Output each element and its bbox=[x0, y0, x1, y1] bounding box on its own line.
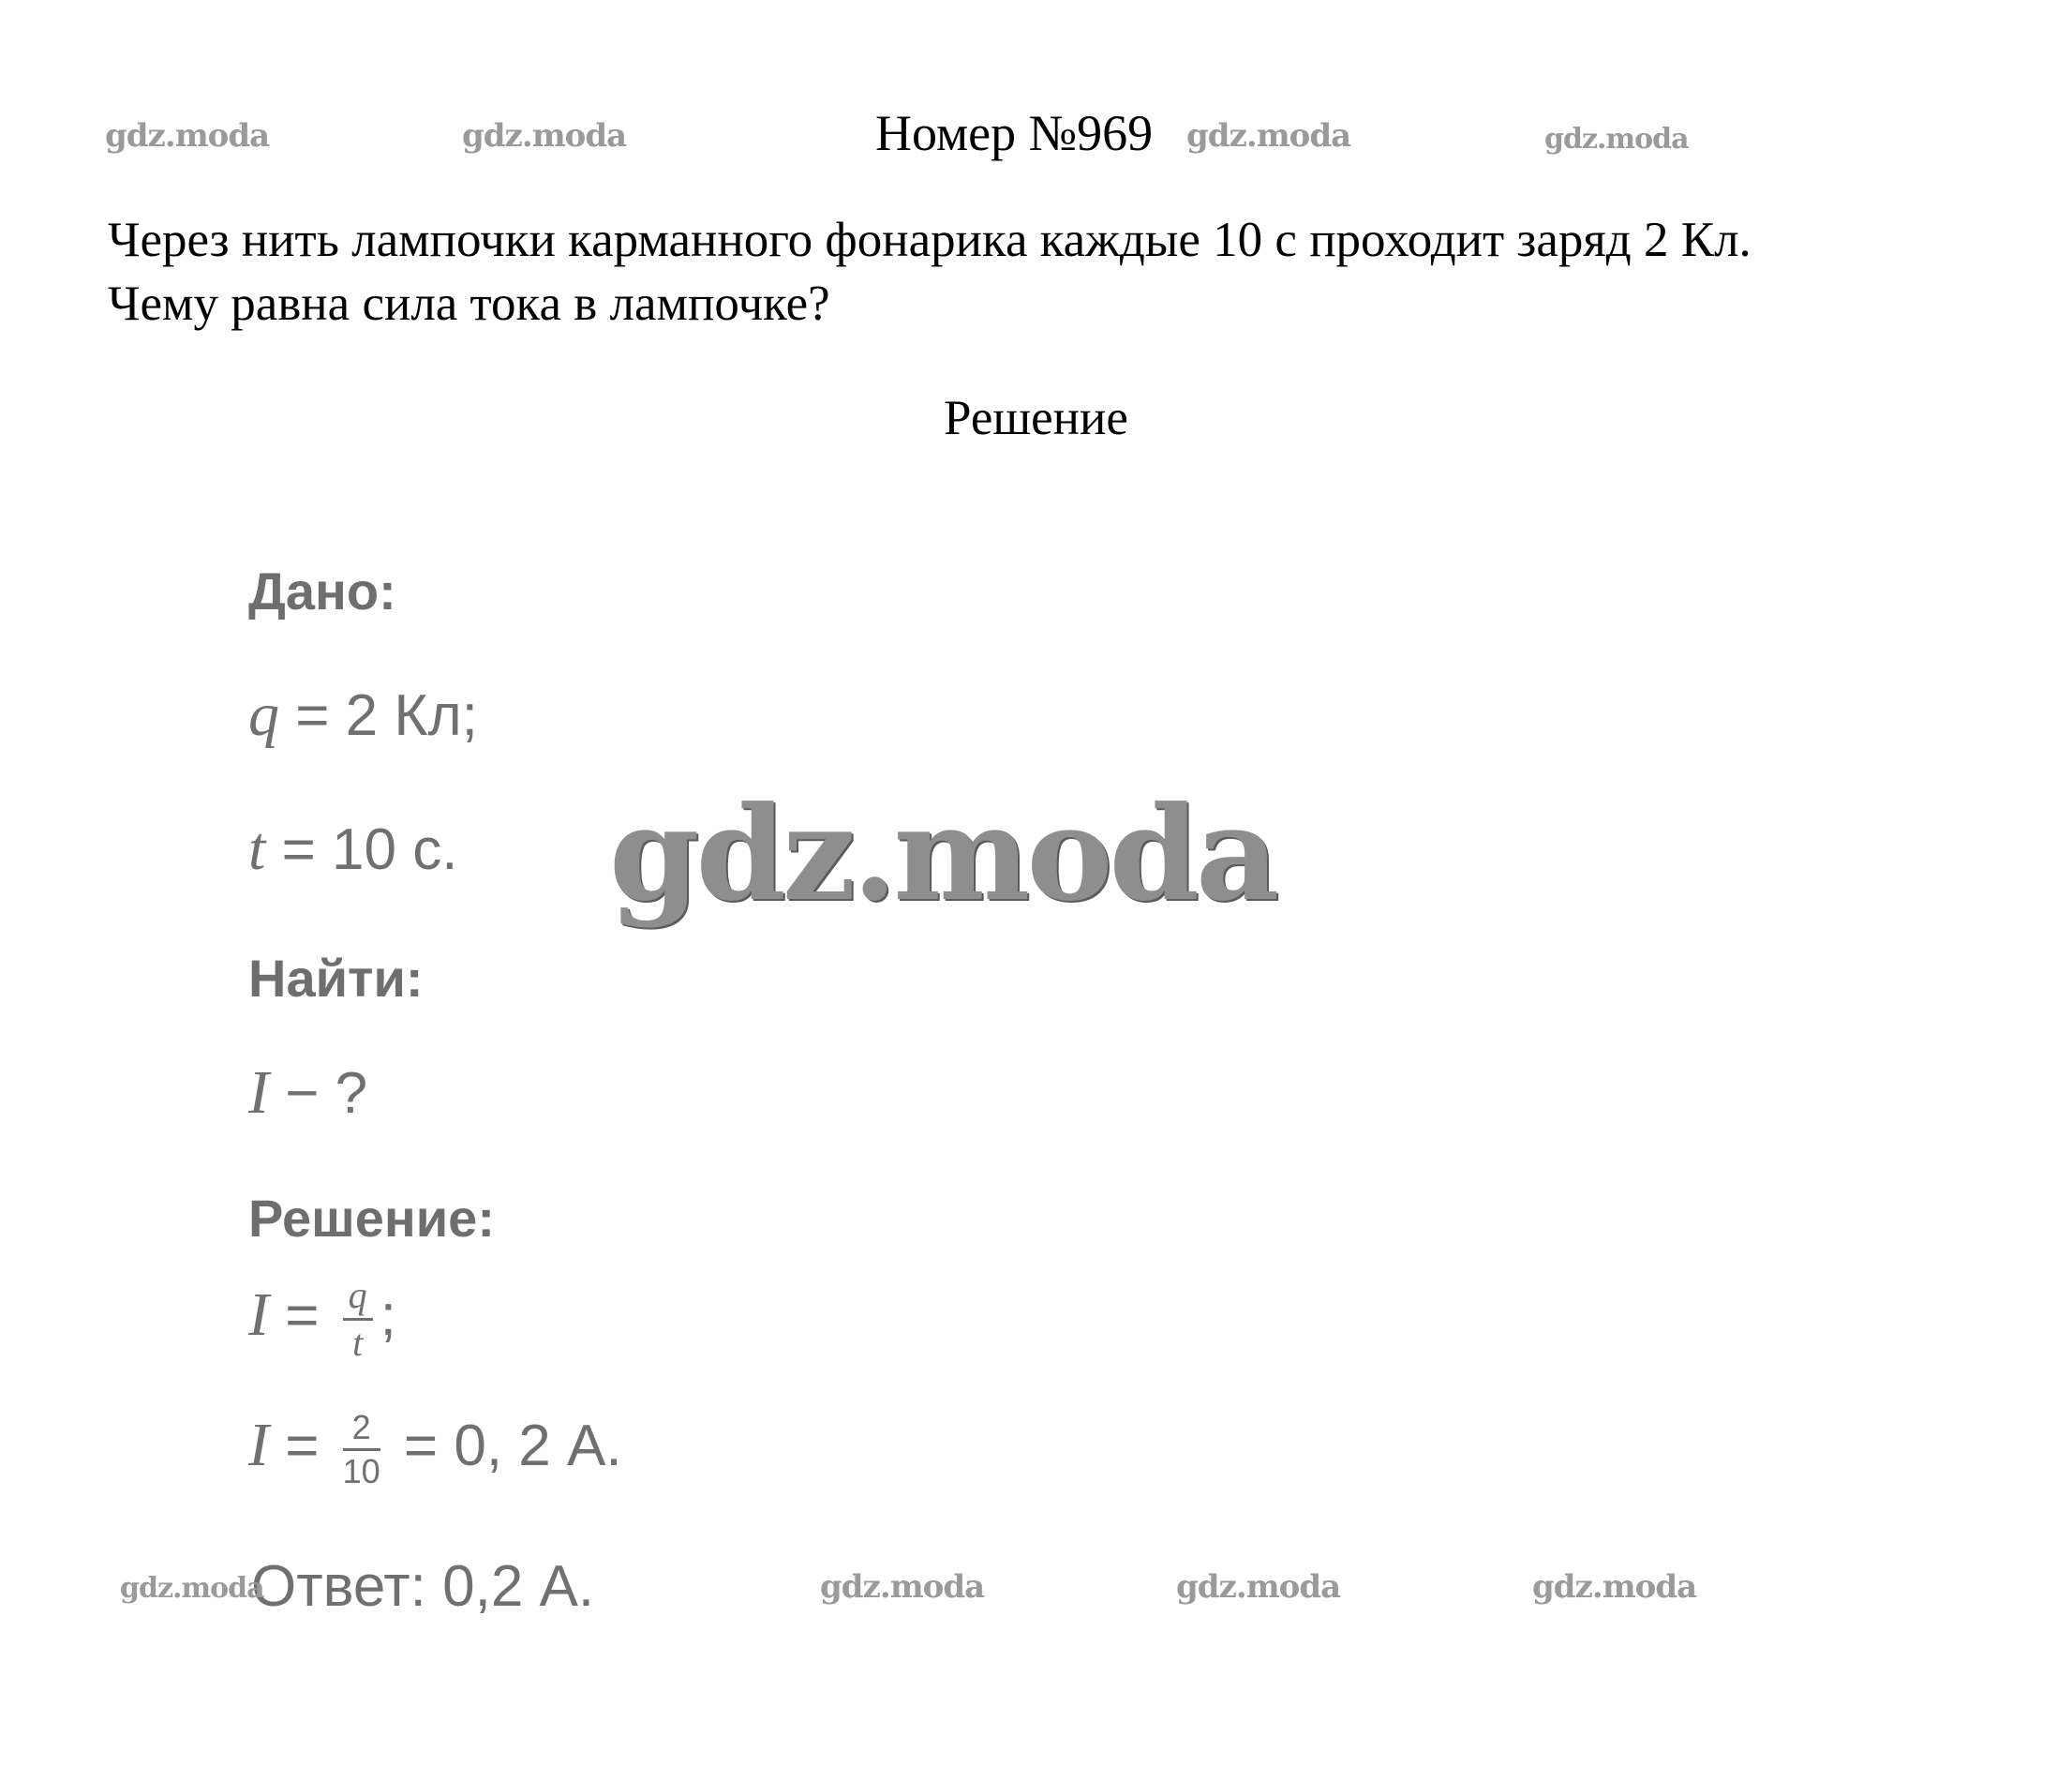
solution-label: Решение: bbox=[248, 1189, 495, 1248]
given-charge bbox=[248, 681, 478, 749]
formula-current-calculation bbox=[248, 1408, 622, 1490]
time-value: = 10 с. bbox=[265, 817, 458, 882]
watermark-bottom-1: gdz.moda bbox=[120, 1572, 264, 1605]
formula2-numerator: 2 bbox=[343, 1411, 380, 1451]
formula2-eq: = bbox=[268, 1413, 335, 1478]
watermark-bottom-3: gdz.moda bbox=[1176, 1568, 1341, 1606]
formula1-fraction bbox=[343, 1274, 373, 1364]
time-variable: t bbox=[248, 815, 266, 883]
find-question: − ? bbox=[268, 1061, 368, 1126]
formula-current-definition bbox=[248, 1274, 396, 1364]
given-label: Дано: bbox=[248, 561, 396, 621]
formula1-denominator: t bbox=[352, 1322, 364, 1364]
formula2-denominator: 10 bbox=[342, 1452, 380, 1490]
page-title: Номер №969 bbox=[875, 105, 1154, 161]
watermark-center: gdz.moda bbox=[609, 777, 1276, 930]
solution-heading: Решение bbox=[944, 391, 1128, 445]
formula1-eq: = bbox=[268, 1282, 335, 1348]
find-label: Найти: bbox=[248, 949, 424, 1008]
charge-variable: q bbox=[248, 681, 279, 749]
formula2-fraction bbox=[342, 1408, 380, 1490]
formula1-tail: ; bbox=[380, 1282, 396, 1348]
answer: Ответ: 0,2 А. bbox=[251, 1554, 595, 1619]
find-current bbox=[248, 1058, 368, 1127]
watermark-top-1: gdz.moda bbox=[105, 117, 270, 155]
formula2-lhs: I bbox=[248, 1410, 269, 1479]
watermark-top-2: gdz.moda bbox=[462, 117, 627, 155]
watermark-bottom-2: gdz.moda bbox=[820, 1568, 985, 1606]
charge-value: = 2 Кл; bbox=[279, 683, 478, 748]
watermark-top-4: gdz.moda bbox=[1544, 123, 1689, 156]
current-variable: I bbox=[248, 1058, 269, 1127]
problem-statement: Через нить лампочки карманного фонарика каждые 10 с проходит заряд 2 Кл. Чему равна сила тока в лампочке? bbox=[108, 213, 1752, 331]
formula1-lhs: I bbox=[248, 1280, 269, 1349]
formula2-tail: = 0, 2 А. bbox=[387, 1413, 622, 1478]
formula1-numerator: q bbox=[343, 1277, 373, 1321]
watermark-bottom-4: gdz.moda bbox=[1532, 1568, 1697, 1606]
given-time bbox=[248, 815, 458, 883]
watermark-top-3: gdz.moda bbox=[1186, 117, 1351, 155]
